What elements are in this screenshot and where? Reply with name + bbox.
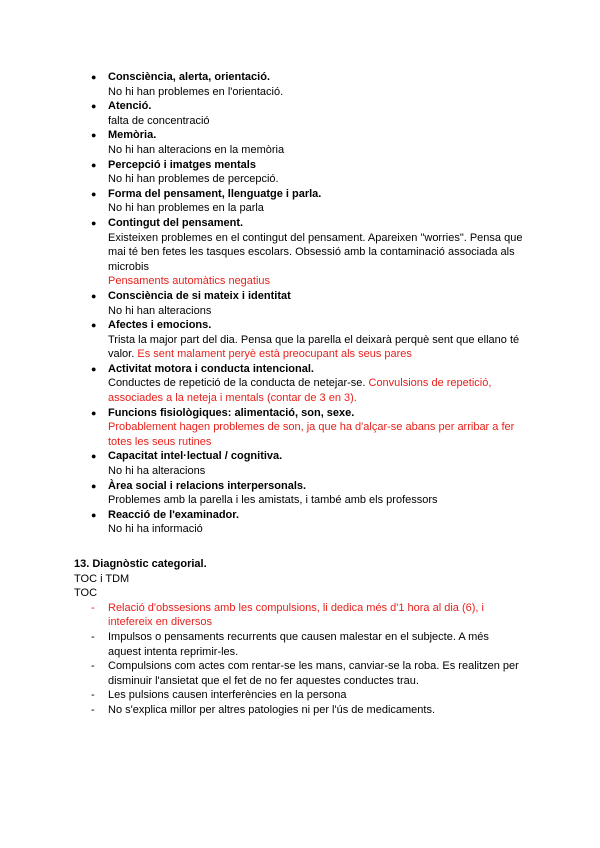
item-text: No hi han problemes en la parla xyxy=(108,202,264,215)
item-text: No hi ha alteracions xyxy=(108,465,206,478)
item-title: Activitat motora i conducta intencional. xyxy=(108,362,314,375)
item-text: No hi han alteracions en la memòria xyxy=(108,143,285,156)
list-item xyxy=(74,630,534,659)
list-item xyxy=(91,479,531,508)
item-note-red: Probablement hagen problemes de son, ja que ha d'alçar-se abans per arribar a fer xyxy=(108,421,515,434)
criterion-text: Impulsos o pensaments recurrents que causen malestar en el subjecte. A més xyxy=(108,630,489,643)
criterion-text: disminuir l'ansietat que el fet de no fer aquestes conductes trau. xyxy=(108,674,419,687)
item-text: microbis xyxy=(108,260,149,273)
item-title: Consciència de si mateix i identitat xyxy=(108,289,291,302)
list-item xyxy=(91,158,531,187)
item-note-red: Es sent malament perуè està preocupant als seus pares xyxy=(137,348,412,361)
bullet-icon: ● xyxy=(91,217,97,228)
dash-bullet-icon: - xyxy=(91,703,95,716)
list-item xyxy=(74,703,534,718)
list-item xyxy=(91,449,531,478)
bullet-icon: ● xyxy=(91,509,97,520)
section-heading: 13. Diagnòstic categorial. xyxy=(74,558,207,570)
item-note-red: Pensaments automàtics negatius xyxy=(108,275,271,288)
list-item xyxy=(74,688,534,703)
diagnosis-line: TOC xyxy=(74,587,98,600)
list-item xyxy=(74,601,534,630)
item-text-mixed xyxy=(108,376,531,391)
list-item xyxy=(91,362,531,406)
item-title: Funcions fisiològiques: alimentació, son, sexe. xyxy=(108,406,355,419)
item-text: No hi ha informació xyxy=(108,523,203,536)
bullet-icon: ● xyxy=(91,72,97,82)
item-text: No hi han alteracions xyxy=(108,304,212,317)
bullet-icon: ● xyxy=(91,159,97,170)
dash-bullet-icon: - xyxy=(91,689,95,702)
item-title: Forma del pensament, llenguatge i parla. xyxy=(108,187,322,200)
bullet-icon: ● xyxy=(91,290,97,301)
list-item xyxy=(91,99,531,128)
item-text: Conductes de repetició de la conducta de netejar-se. xyxy=(108,377,369,390)
criteria-list xyxy=(74,601,534,718)
item-title: Consciència, alerta, orientació. xyxy=(108,71,271,83)
item-note-red: Convulsions de repetició, xyxy=(368,377,492,390)
dash-bullet-icon: - xyxy=(91,630,95,643)
bullet-icon: ● xyxy=(91,130,97,141)
bullet-icon: ● xyxy=(91,188,97,199)
item-title: Contingut del pensament. xyxy=(108,216,244,229)
list-item xyxy=(91,128,531,157)
bullet-icon: ● xyxy=(91,320,97,331)
item-text: valor. xyxy=(108,348,138,361)
diagnosis-section xyxy=(74,557,534,718)
list-item xyxy=(74,659,534,688)
list-item xyxy=(91,187,531,216)
item-title: Àrea social i relacions interpersonals. xyxy=(108,479,307,492)
bullet-icon: ● xyxy=(91,407,97,418)
item-text: Trista la major part del dia. Pensa que la parella el deixarà perquè sent que ellano té xyxy=(108,333,520,346)
dash-bullet-icon: - xyxy=(91,601,95,614)
item-text: No hi han problemes en l'orientació. xyxy=(108,85,284,98)
item-text: Problemes amb la parella i les amistats, i també amb els professors xyxy=(108,494,438,507)
criterion-text: Compulsions com actes com rentar-se les mans, canviar-se la roba. Es realitzen per xyxy=(108,660,519,673)
item-text-mixed xyxy=(108,347,531,362)
item-title: Reacció de l'examinador. xyxy=(108,508,240,521)
item-note-red: associades a la neteja i mentals (contar de 3 en 3). xyxy=(108,392,357,405)
item-text: Existeixen problemes en el contingut del pensament. Apareixen "worries". Pensa que xyxy=(108,231,523,244)
dash-bullet-icon: - xyxy=(91,660,95,673)
bullet-icon: ● xyxy=(91,363,97,374)
criterion-text: Les pulsions causen interferències en la persona xyxy=(108,689,347,702)
list-item xyxy=(91,318,531,362)
item-title: Percepció i imatges mentals xyxy=(108,158,256,171)
bullet-icon: ● xyxy=(91,101,97,112)
criterion-text: aquest intenta reprimir-les. xyxy=(108,645,239,658)
item-title: Capacitat intel·lectual / cognitiva. xyxy=(108,450,283,463)
criterion-text: Relació d'obssesions amb les compulsions, li dedica més d'1 hora al dia (6), i xyxy=(108,601,484,614)
criterion-text: intefereix en diversos xyxy=(108,616,212,629)
list-item xyxy=(91,406,531,450)
list-item xyxy=(91,70,531,99)
mental-status-exam-list xyxy=(91,70,531,537)
criterion-text: No s'explica millor per altres patologies ni per l'ús de medicaments. xyxy=(108,703,436,716)
item-note-red: totes les seus rutines xyxy=(108,435,212,448)
bullet-icon: ● xyxy=(91,451,97,462)
item-title: Memòria. xyxy=(108,129,157,142)
list-item xyxy=(91,508,531,537)
item-title: Atenció. xyxy=(108,100,152,113)
item-title: Afectes i emocions. xyxy=(108,319,212,332)
diagnosis-line: TOC i TDM xyxy=(74,572,130,585)
item-text: No hi han problemes de percepció. xyxy=(108,173,279,186)
item-text: mai té ben fetes les tasques escolars. Obsessió amb la contaminació associada als xyxy=(108,246,515,259)
item-text: falta de concentració xyxy=(108,114,210,127)
list-item xyxy=(91,289,531,318)
bullet-icon: ● xyxy=(91,480,97,491)
list-item xyxy=(91,216,531,289)
